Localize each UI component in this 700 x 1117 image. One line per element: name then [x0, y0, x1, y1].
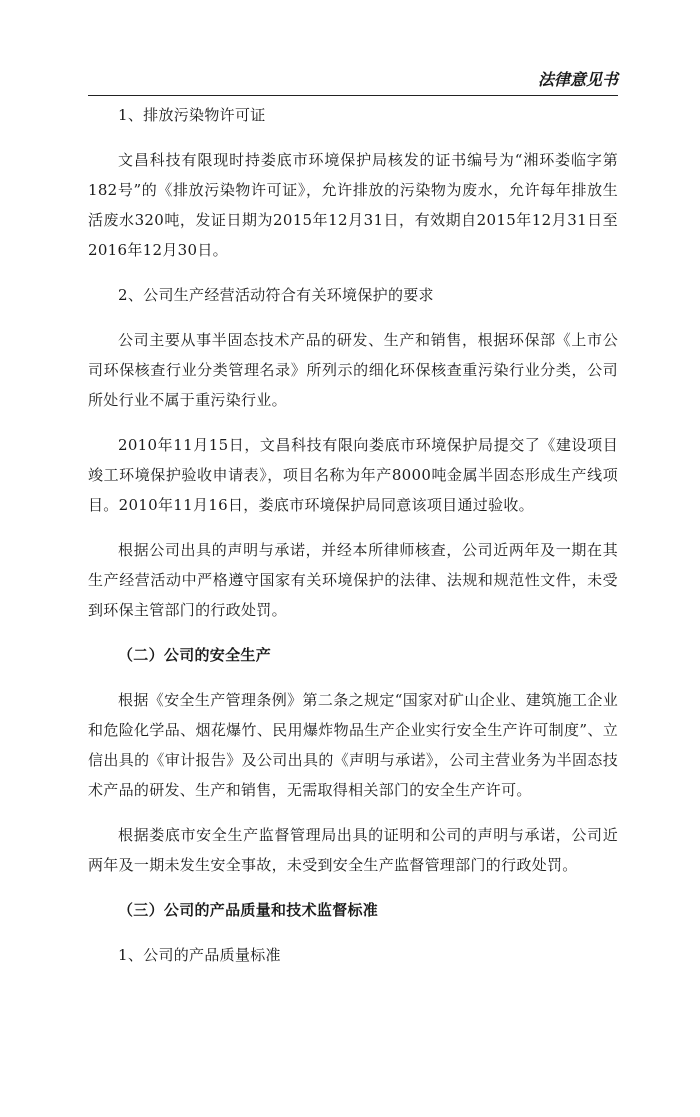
- paragraph-safety-declaration: 根据娄底市安全生产监督管理局出具的证明和公司的声明与承诺，公司近两年及一期未发生安全事故，未受到安全生产监督管理部门的行政处罚。: [88, 826, 618, 874]
- header-divider: [88, 95, 618, 96]
- paragraph-pollutant-permit: 文昌科技有限现时持娄底市环境保护局核发的证书编号为“湘环娄临字第182号”的《排放污染物许可证》，允许排放的污染物为废水，允许每年排放生活废水320吨，发证日期为2015年12月31日，有效期自2015年12月31日至2016年12月30日。: [88, 151, 618, 259]
- section-heading-pollutant-permit: 1、排放污染物许可证: [118, 106, 266, 124]
- section-heading-environmental-compliance: 2、公司生产经营活动符合有关环境保护的要求: [118, 286, 434, 304]
- section-heading-product-quality: （三）公司的产品质量和技术监督标准: [118, 901, 379, 919]
- document-body: [88, 100, 618, 985]
- header-title: 法律意见书: [537, 70, 618, 89]
- paragraph-project-acceptance: 2010年11月15日，文昌科技有限向娄底市环境保护局提交了《建设项目竣工环境保护验收申请表》，项目名称为年产8000吨金属半固态形成生产线项目。2010年11月16日，娄底市环境保护局同意该项目通过验收。: [88, 436, 618, 514]
- paragraph-industry-classification: 公司主要从事半固态技术产品的研发、生产和销售，根据环保部《上市公司环保核查行业分类管理名录》所列示的细化环保核查重污染行业分类，公司所处行业不属于重污染行业。: [88, 331, 618, 409]
- section-heading-quality-standards: 1、公司的产品质量标准: [118, 946, 281, 964]
- paragraph-safety-regulation: 根据《安全生产管理条例》第二条之规定“国家对矿山企业、建筑施工企业和危险化学品、烟花爆竹、民用爆炸物品生产企业实行安全生产许可制度”、立信出具的《审计报告》及公司出具的《声明与承诺》，公司主营业务为半固态技术产品的研发、生产和销售，无需取得相关部门的安全生产许可。: [88, 691, 618, 799]
- section-heading-safety-production: （二）公司的安全生产: [118, 646, 272, 664]
- paragraph-environmental-declaration: 根据公司出具的声明与承诺，并经本所律师核查，公司近两年及一期在其生产经营活动中严格遵守国家有关环境保护的法律、法规和规范性文件，未受到环保主管部门的行政处罚。: [88, 541, 618, 619]
